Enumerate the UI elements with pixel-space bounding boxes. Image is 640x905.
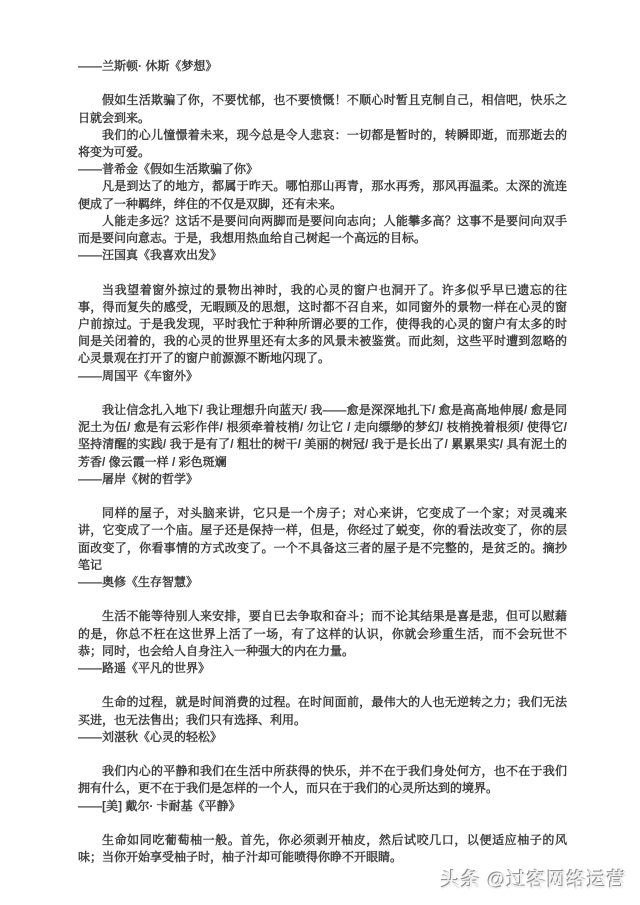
paragraph-spacer: [78, 488, 567, 505]
paragraph-spacer: [78, 815, 567, 832]
quote-paragraph: 当我望着窗外掠过的景物出神时，我的心灵的窗户也洞开了。许多似乎早已遗忘的往事，得而复失的感受，无暇顾及的思想，这时都不召自来，如同窗外的景物一样在心灵的窗户前掠过。于是我发现，平时我忙于种种所谓必要的工作，使得我的心灵的窗户有太多的时间是关闭着的，我的心灵的世界里还有太多的风景未被鉴赏。而此刻，这些平时遭到忽略的心灵景观在打开了的窗户前源源不断地闪现了。: [78, 282, 567, 366]
attribution-line: ——普希金《假如生活欺骗了你》: [78, 162, 259, 177]
quote-paragraph: 生命的过程，就是时间消费的过程。在时间面前，最伟大的人也无逆转之力；我们无法买进，也无法售出；我们只有选择、利用。: [78, 695, 567, 727]
watermark: [441, 865, 627, 892]
attribution-line: ——兰斯顿· 休斯《梦想》: [78, 59, 218, 73]
paragraph-spacer: [78, 746, 567, 763]
attribution-line: ——汪国真《我喜欢出发》: [78, 248, 223, 263]
paragraph-spacer: [78, 75, 567, 92]
quote-paragraph: 生活不能等待别人来安排，要自已去争取和奋斗；而不论其结果是喜是悲，但可以慰藉的是，你总不枉在这世界上活了一场，有了这样的认识，你就会珍重生活，而不会玩世不恭；同时，也会给人自身注入一种强大的内在力量。: [78, 609, 567, 658]
attribution-line: ——刘湛秋《心灵的轻松》: [78, 729, 223, 744]
quote-paragraph: 我们的心儿憧憬着未来，现今总是令人悲哀：一切都是暂时的，转瞬即逝，而那逝去的将变为可爱。: [78, 127, 567, 159]
quote-paragraph: 生命如同吃葡萄柚一般。首先，你必须剥开柚皮，然后试咬几口，以便适应柚子的风味；当你开始享受柚子时，柚子汁却可能喷得你睁不开眼睛。: [78, 833, 567, 865]
paragraph-spacer: [78, 264, 567, 281]
attribution-line: ——路遥《平凡的世界》: [78, 661, 211, 676]
paragraph-spacer: [78, 677, 567, 694]
quote-paragraph: 我让信念扎入地下/ 我让理想升向蓝天/ 我——愈是深深地扎下/ 愈是高高地伸展/ 愈是同泥土为伍/ 愈是有云彩作伴/ 根须牵着枝梢/ 勿让它 / 走向缥缈的梦幻/ 枝梢挽着根须/ 使得它/ 坚持清醒的实践/ 我于是有了/ 粗壮的树干/ 美丽的树冠/ 我于是长出了/ 累累果实/ 具有泥土的芳香/ 像云霞一样 / 彩色斑斓: [78, 403, 567, 469]
attribution-line: ——[美] 戴尔· 卡耐基《平静》: [78, 798, 241, 813]
attribution-line: ——周国平《车窗外》: [78, 368, 199, 383]
quote-list: [78, 58, 567, 866]
attribution-line: ——奥修《生存智慧》: [78, 575, 199, 590]
quote-paragraph: 假如生活欺骗了你，不要忧郁，也不要愤慨！不顺心时暂且克制自己，相信吧，快乐之日就会到来。: [78, 93, 567, 125]
attribution-line: ——屠岸《树的哲学》: [78, 471, 199, 486]
watermark-text: 头条 @过客网络运营: [441, 870, 627, 891]
quote-paragraph: 我们内心的平静和我们在生活中所获得的快乐，并不在于我们身处何方，也不在于我们拥有什么，更不在于我们是怎样的一个人，而只在于我们的心灵所达到的境界。: [78, 764, 567, 796]
paragraph-spacer: [78, 385, 567, 402]
quote-paragraph: 同样的屋子，对头脑来讲，它只是一个房子；对心来讲，它变成了一个家；对灵魂来讲，它变成了一个庙。屋子还是保持一样，但是，你经过了蜕变，你的看法改变了，你的层面改变了，你看事情的方式改变了。一个不具备这三者的屋子是不完整的，是贫乏的。摘抄笔记: [78, 506, 567, 572]
quote-paragraph: 人能走多远？这话不是要问向两脚而是要问向志向；人能攀多高？这事不是要问向双手而是要问向意志。于是，我想用热血给自己树起一个高远的目标。: [78, 213, 567, 246]
quote-paragraph: 凡是到达了的地方，都属于昨天。哪怕那山再青，那水再秀，那风再温柔。太深的流连便成了一种羁绊，绊住的不仅是双脚，还有未来。: [78, 179, 567, 211]
paragraph-spacer: [78, 591, 567, 608]
